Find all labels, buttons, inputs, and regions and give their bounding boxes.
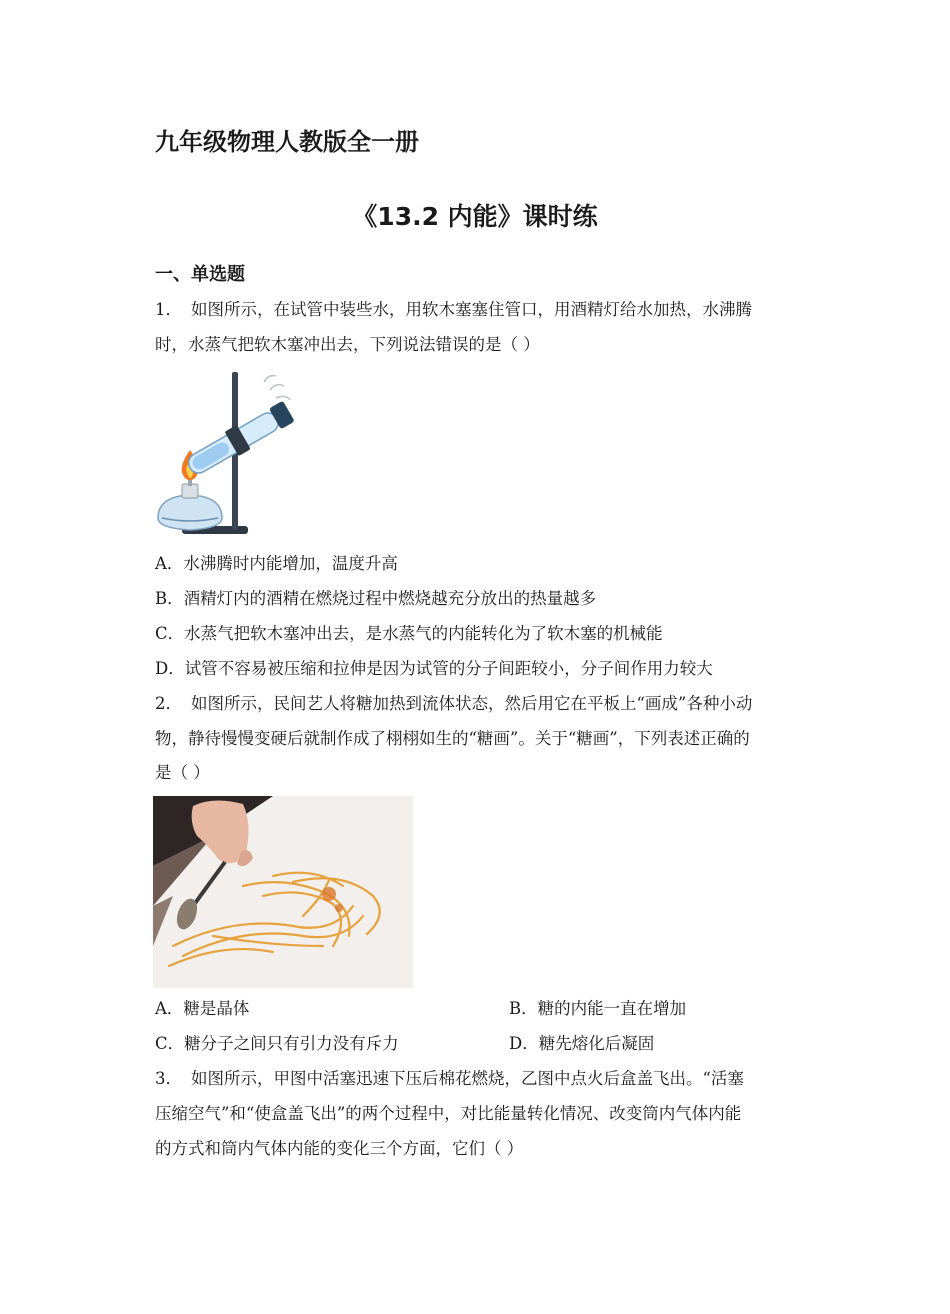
question-3-line-2: 压缩空气”和“使盒盖飞出”的两个过程中，对比能量转化情况、改变筒内气体内能 [155,1104,742,1123]
question-1-option-d: D．试管不容易被压缩和拉伸是因为试管的分子间距较小，分子间作用力较大 [155,659,713,678]
question-3-number: 3． [155,1069,182,1088]
test-tube-heating-figure [152,368,302,540]
question-2-option-a: A．糖是晶体 [155,999,250,1018]
document-title: 九年级物理人教版全一册 [155,128,419,156]
question-2-option-d: D．糖先熔化后凝固 [509,1034,655,1053]
question-1-option-a: A．水沸腾时内能增加，温度升高 [155,554,398,573]
question-1-number: 1． [155,300,182,319]
question-1-line-1: 1． 如图所示，在试管中装些水，用软木塞塞住管口，用酒精灯给水加热，水沸腾 [155,300,752,319]
question-1-line-2: 时，水蒸气把软木塞冲出去，下列说法错误的是（ ） [155,335,540,354]
test-tube-heating-illustration [152,368,302,540]
question-1-option-c: C．水蒸气把软木塞冲出去，是水蒸气的内能转化为了软木塞的机械能 [155,624,663,643]
question-2-option-c: C．糖分子之间只有引力没有斥力 [155,1034,399,1053]
question-1-option-b: B．酒精灯内的酒精在燃烧过程中燃烧越充分放出的热量越多 [155,589,597,608]
question-2-option-b: B．糖的内能一直在增加 [509,999,687,1018]
sugar-painting-illustration [153,796,413,988]
question-2-line-3: 是（ ） [155,763,210,782]
question-2-line-2: 物，静待慢慢变硬后就制作成了栩栩如生的“糖画”。关于“糖画”，下列表述正确的 [155,729,750,748]
question-2-number: 2． [155,694,182,713]
document-subtitle: 《13.2 内能》课时练 [352,202,598,231]
section-heading: 一、单选题 [155,264,245,285]
question-2-line-1: 2． 如图所示，民间艺人将糖加热到流体状态，然后用它在平板上“画成”各种小动 [155,694,753,713]
question-3-line-3: 的方式和筒内气体内能的变化三个方面，它们（ ） [155,1139,524,1158]
sugar-painting-photo [153,796,413,988]
question-3-line-1: 3． 如图所示，甲图中活塞迅速下压后棉花燃烧，乙图中点火后盒盖飞出。“活塞 [155,1069,744,1088]
